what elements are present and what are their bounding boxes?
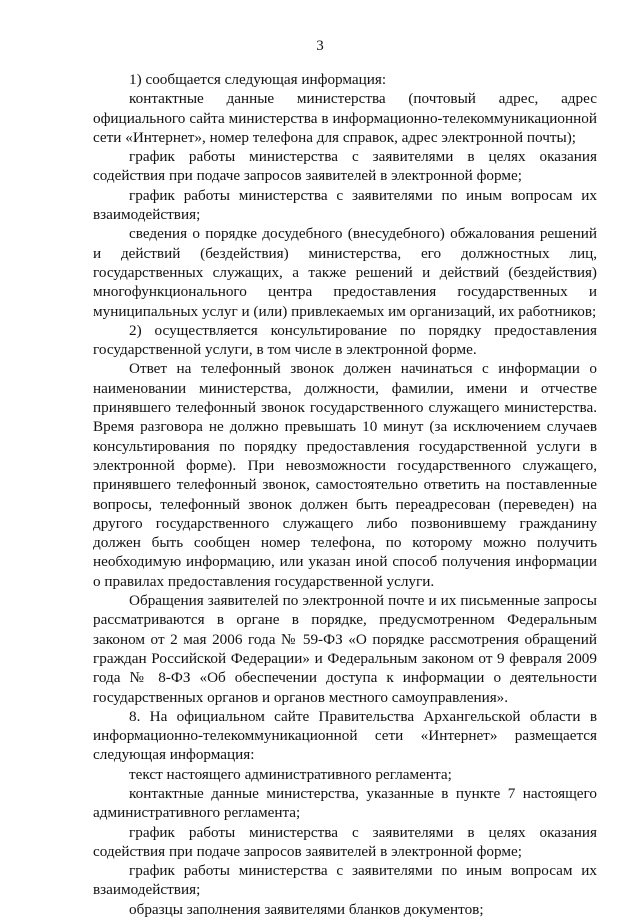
document-body — [93, 70, 597, 919]
paragraph: текст настоящего административного регламента; — [129, 765, 452, 783]
paragraph: график работы министерства с заявителями по иным вопросам их взаимодействия; — [93, 186, 597, 224]
paragraph: график работы министерства с заявителями по иным вопросам их взаимодействия; — [93, 862, 597, 899]
page-number: 3 — [316, 38, 324, 54]
paragraph: 2) осуществляется консультирование по порядку предоставления государственной услуги, в том числе в электронной форме. — [93, 321, 597, 359]
paragraph: сведения о порядке досудебного (внесудебного) обжалования решений и действий (бездействия) министерства, его должностных лиц, государственных служащих, а также решений и действий (бездействия) многофункционального центра предоставления государственных и муниципальных услуг и (или) привлекаемых им организаций, их работников; — [93, 225, 597, 320]
paragraph: Обращения заявителей по электронной почте и их письменные запросы рассматриваются в органе в порядке, предусмотренном Федеральным законом от 2 мая 2006 года № 59-ФЗ «О порядке рассмотрения обращений граждан Российской Федерации» и Федеральным законом от 9 февраля 2009 года № 8-ФЗ «Об обеспечении доступа к информации о деятельности государственных органов и органов местного самоуправления». — [93, 592, 597, 706]
paragraph: 1) сообщается следующая информация: — [129, 71, 387, 88]
paragraph: график работы министерства с заявителями в целях оказания содействия при подаче запросов заявителей в электронной форме; — [93, 148, 597, 185]
paragraph: контактные данные министерства, указанные в пункте 7 настоящего административного регламента; — [93, 784, 597, 822]
paragraph: контактные данные министерства (почтовый адрес, адрес официального сайта министерства в информационно-телекоммуникационной сети «Интернет», номер телефона для справок, адрес электронной почты); — [93, 90, 597, 146]
paragraph: Ответ на телефонный звонок должен начинаться с информации о наименовании министерства, должности, фамилии, имени и отчестве принявшего телефонный звонок государственного служащего министерства. Время разговора не должно превышать 10 минут (за исключением случаев консультирования по порядку предоставления государственной услуги в электронной форме). При невозможности государственного служащего, принявшего телефонный звонок, самостоятельно ответить на поставленные вопросы, телефонный звонок должен быть переадресован (переведен) на другого государственного служащего либо позвонившему гражданину должен быть сообщен номер телефона, по которому можно получить необходимую информацию, или указан иной способ получения информации о правилах предоставления государственной услуги. — [93, 360, 597, 590]
paragraph: образцы заполнения заявителями бланков документов; — [129, 900, 484, 918]
paragraph: 8. На официальном сайте Правительства Архангельской области в информационно-телекоммуникационной сети «Интернет» размещается следующая информация: — [93, 707, 597, 764]
paragraph: график работы министерства с заявителями в целях оказания содействия при подаче запросов заявителей в электронной форме; — [93, 823, 597, 860]
